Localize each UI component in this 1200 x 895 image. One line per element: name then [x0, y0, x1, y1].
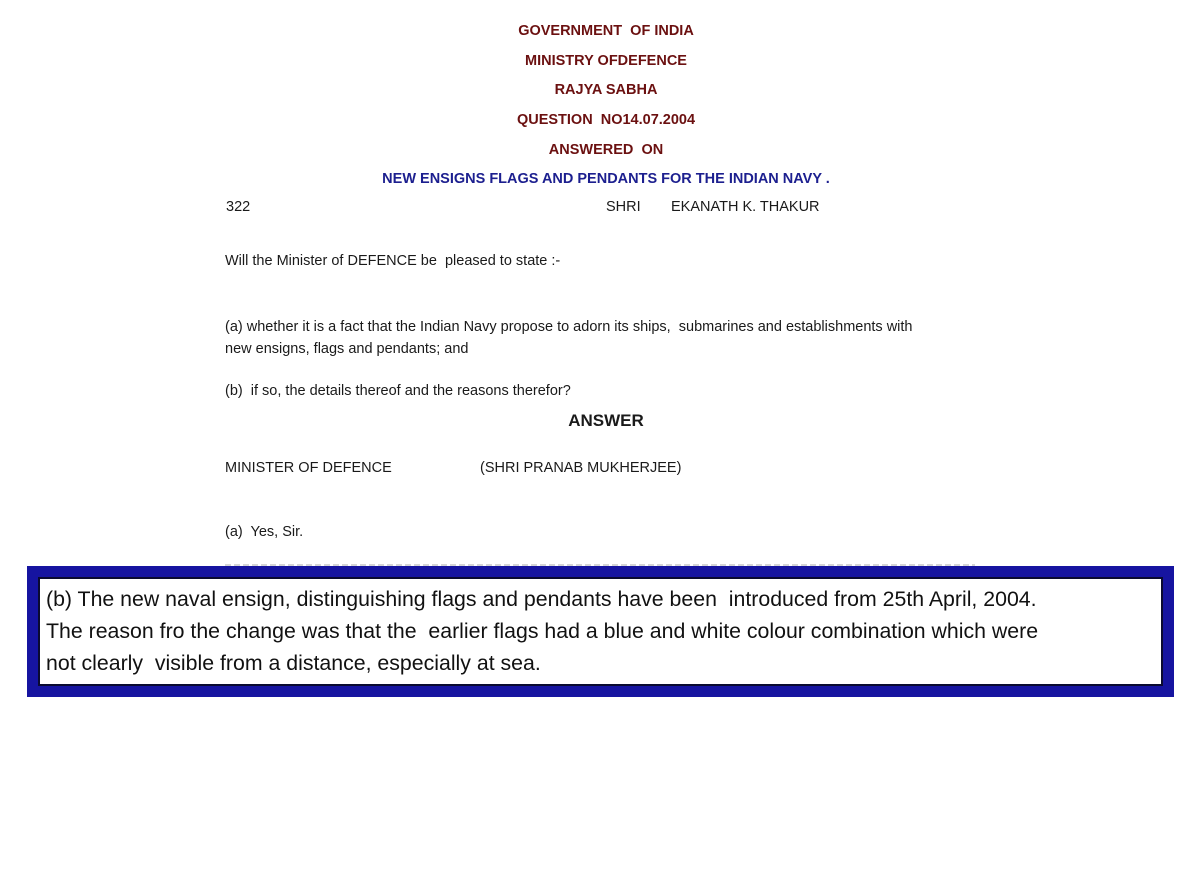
- answer-part-b-text: [46, 583, 1155, 679]
- question-part-a-line2: new ensigns, flags and pendants; and: [225, 341, 469, 357]
- answer-part-a: (a) Yes, Sir.: [225, 524, 304, 540]
- question-number: 322: [226, 199, 251, 215]
- minister-name: (SHRI PRANAB MUKHERJEE): [480, 460, 682, 476]
- header-answered-on: ANSWERED ON: [548, 142, 664, 158]
- header-ministry: MINISTRY OFDEFENCE: [525, 53, 687, 69]
- question-part-b: (b) if so, the details thereof and the reasons therefor?: [225, 383, 571, 399]
- member-title: SHRI: [606, 199, 641, 215]
- callout-line-3: not clearly visible from a distance, especially at sea.: [46, 651, 541, 675]
- minister-role: MINISTER OF DEFENCE: [225, 460, 392, 476]
- question-intro: Will the Minister of DEFENCE be pleased to state :-: [225, 253, 561, 269]
- callout-panel: [38, 577, 1163, 686]
- callout-line-1: (b) The new naval ensign, distinguishing flags and pendants have been introduced from 25th April, 2004.: [46, 587, 1037, 611]
- header-government: GOVERNMENT OF INDIA: [518, 23, 694, 39]
- answer-title: ANSWER: [568, 411, 644, 430]
- header-house: RAJYA SABHA: [554, 82, 658, 98]
- member-name: EKANATH K. THAKUR: [671, 199, 820, 215]
- question-part-a-line1: (a) whether it is a fact that the Indian Navy propose to adorn its ships, submarines and establishments with: [225, 319, 913, 335]
- answer-part-b-callout: [27, 566, 1174, 697]
- question-subject: NEW ENSIGNS FLAGS AND PENDANTS FOR THE INDIAN NAVY .: [382, 171, 830, 187]
- callout-line-2: The reason fro the change was that the earlier flags had a blue and white colour combination which were: [46, 619, 1039, 643]
- header-question-number: QUESTION NO14.07.2004: [516, 112, 696, 128]
